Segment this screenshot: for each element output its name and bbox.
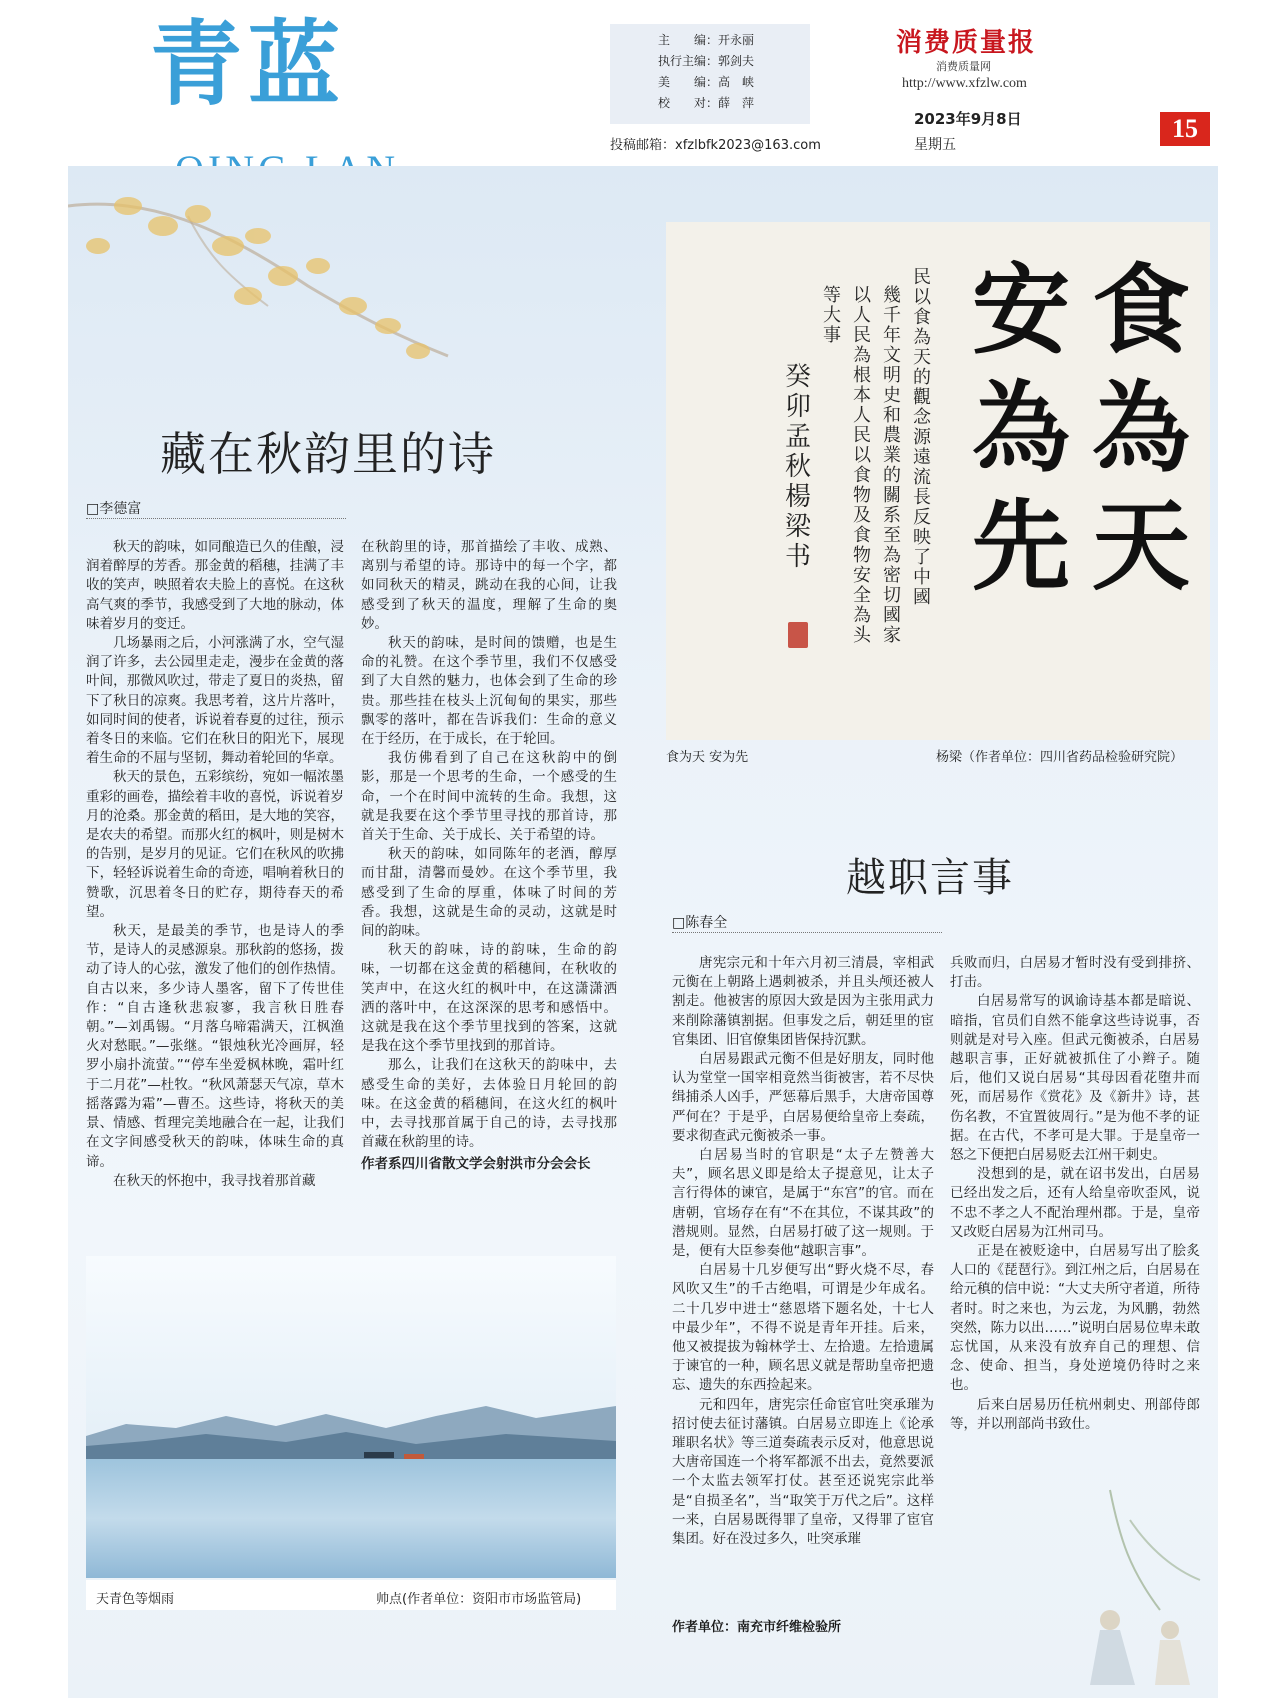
ginkgo-branch-illustration [68,166,488,426]
issue-date: 2023年9月8日 [914,110,1022,128]
article1-paragraph: 那么，让我们在这秋天的韵味中，去感受生命的美好，去体验日月轮回的韵味。在这金黄的稻穗间，在这火红的枫叶中，去寻找那首属于自己的诗，去寻找那首藏在秋韵里的诗。 [361,1057,617,1151]
staff-exec-editor: 执行主编：郭剑夫 [658,54,755,68]
article2-column-1 [672,954,934,1606]
article1-paragraph: 在秋韵里的诗，那首描绘了丰收、成熟、离别与希望的诗。那诗中的每一个字，都如同秋天的精灵，跳动在我的心间，让我感受到了秋天的温度，理解了生命的奥妙。 [361,539,617,632]
article1-author-note: 作者系四川省散文学会射洪市分会会长 [361,1155,591,1172]
scholar-illustration [960,1480,1210,1690]
article2-paragraph: 正是在被贬途中，白居易写出了脍炙人口的《琵琶行》。到江州之后，白居易在给元稹的信中说：“大丈夫所守者道，所待者时。时之来也，为云龙，为风鹏，勃然突然，陈力以出……”说明白居易位卑未敢忘忧国，从来没有放弃自己的理想、信念、使命、担当，身处逆境仍待时之来也。 [950,1243,1200,1394]
article1-paragraph: 秋天，是最美的季节，也是诗人的季节，是诗人的灵感源泉。那秋韵的悠扬，拨动了诗人的心弦，激发了他们的创作热情。自古以来，多少诗人墨客，留下了传世佳作：“自古逢秋悲寂寥，我言秋日胜春朝。”—刘禹锡。“月落乌啼霜满天，江枫渔火对愁眠。”—张继。“银烛秋光冷画屏，轻罗小扇扑流萤。”“停车坐爱枫林晚，霜叶红于二月花”—杜牧。“秋风萧瑟天气凉，草木摇落露为霜”—曹丕。这些诗，将秋天的美景、情感、哲理完美地融合在一起，让我们在文字间感受秋天的韵味，体味生命的真谛。 [86,923,344,1170]
calligraphy-big-column-1: 食為天 [1091,253,1190,604]
calligraphy-inscription-3: 以人民為根本人民以食物及食物安全為头 [853,285,871,646]
article2-paragraph: 白居易当时的官职是“太子左赞善大夫”，顾名思义即是给太子提意见，让太子言行得体的谏官，是属于“东宫”的官。而在唐朝，官场存在有“不在其位，不谋其政”的潜规则。显然，白居易打破了这一规则。于是，便有大臣参奏他“越职言事”。 [672,1147,934,1260]
article1-paragraph: 秋天的韵味，如同陈年的老酒，醇厚而甘甜，清馨而曼妙。在这个季节里，我感受到了生命的厚重，体味了时间的芳香。我想，这就是生命的灵动，这就是时间的韵味。 [361,846,617,940]
article2-paragraph: 元和四年，唐宪宗任命宦官吐突承璀为招讨使去征讨藩镇。白居易立即连上《论承璀职名状》等三道奏疏表示反对，他意思说大唐帝国连一个将军都派不出去，竟然要派一个太监去领军打仗。甚至还说宪宗此举是“自损圣名”，当“取笑于万代之后”。这样一来，白居易既得罪了皇帝，又得罪了宦官集团。好在没过多久，吐突承璀 [672,1396,934,1548]
staff-chief-editor: 主 编：开永丽 [658,33,755,47]
article2-author-note: 作者单位：南充市纤维检验所 [672,1620,842,1635]
calligraphy-caption: 食为天 安为先 [666,750,749,765]
issue-weekday: 星期五 [914,137,956,153]
calligraphy-artwork [666,222,1210,740]
article2-title: 越职言事 [846,855,1014,901]
article2-paragraph: 白居易跟武元衡不但是好朋友，同时他认为堂堂一国宰相竟然当街被害，若不尽快缉捕杀人凶手，严惩幕后黑手，大唐帝国尊严何在？于是乎，白居易便给皇帝上奏疏，要求彻查武元衡被杀一事。 [672,1051,934,1144]
article1-byline: □李德富 [86,501,142,517]
calligraphy-big-column-2: 安為先 [971,253,1070,604]
article2-paragraph: 后来白居易历任杭州刺史、刑部侍郎等，并以刑部尚书致仕。 [950,1396,1200,1432]
article1-paragraph: 秋天的韵味，是时间的馈赠，也是生命的礼赞。在这个季节里，我们不仅感受到了大自然的魅力，也体会到了生命的珍贵。那些挂在枝头上沉甸甸的果实，那些飘零的落叶，都在告诉我们：生命的意义在于经历，在于成长，在于轮回。 [361,635,617,748]
page-number-badge: 15 [1160,112,1210,146]
calligraphy-inscription-1: 民以食為天的觀念源遠流長反映了中國 [913,267,931,608]
article1-paragraph: 在秋天的怀抱中，我寻找着那首藏 [113,1172,316,1189]
article1-column-1 [86,538,344,1248]
staff-art-editor: 美 编：高 峡 [658,75,755,89]
article2-byline: □陈春全 [672,915,728,931]
calligraphy-inscription-4: 等大事 [823,285,841,346]
article1-column-2 [361,538,617,1248]
photo-credit: 帅点(作者单位：资阳市市场监管局) [376,1592,582,1607]
article2-paragraph: 白居易十几岁便写出“野火烧不尽，春风吹又生”的千古绝唱，可谓是少年成名。二十几岁中进士“慈恩塔下题名处，十七人中最少年”，不得不说是青年开挂。后来，他又被提拔为翰林学士、左拾遗。左拾遗属于谏官的一种，顾名思义就是帮助皇帝把遗忘、遗失的东西捡起来。 [672,1262,934,1394]
photo-caption: 天青色等烟雨 [96,1592,175,1607]
article1-paragraph: 秋天的景色，五彩缤纷，宛如一幅浓墨重彩的画卷，描绘着丰收的喜悦，诉说着岁月的沧桑。那金黄的稻田，是大地的笑容，是农夫的希望。而那火红的枫叶，则是树木的告别，是岁月的见证。它们在秋风的吹拂下，轻轻诉说着生命的奇迹，唱响着秋日的赞歌，沉思着冬日的贮存，期待春天的希望。 [86,769,344,920]
article2-paragraph: 没想到的是，就在诏书发出，白居易已经出发之后，还有人给皇帝吹歪风，说不忠不孝之人不配治理州郡。于是，皇帝又改贬白居易为江州司马。 [950,1166,1200,1240]
article1-title: 藏在秋韵里的诗 [160,427,496,481]
article1-paragraph: 几场暴雨之后，小河涨满了水，空气湿润了许多，去公园里走走，漫步在金黄的落叶间，那微风吹过，带走了夏日的炎热，留下了秋日的凉爽。我思考着，这片片落叶，如同时间的使者，诉说着春夏的过往，预示着冬日的来临。它们在秋日的阳光下，展现着生命的不屈与坚韧，舞动着轮回的华章。 [86,635,344,767]
article1-paragraph: 我仿佛看到了自己在这秋韵中的倒影，那是一个思考的生命，一个感受的生命，一个在时间中流转的生命。我想，这就是我要在这个季节里寻找的那首诗，那首关于生命、关于成长、关于希望的诗。 [361,750,617,844]
lake-photo-image [86,1256,616,1578]
calligraphy-seal [788,622,808,648]
site-name: 消费质量网 [936,60,991,73]
calligraphy-signature: 癸卯孟秋楊梁书 [784,362,811,572]
calligraphy-inscription-2: 幾千年文明史和農業的關系至為密切國家 [883,285,901,646]
article1-paragraph: 秋天的韵味，诗的韵味，生命的韵味，一切都在这金黄的稻穗间，在秋收的笑声中，在这火红的枫叶中，在这潇潇洒洒的落叶中，在这深深的思考和感悟中。这就是我在这个季节里找到的答案，这就是我在这个季节里找到的那首诗。 [361,942,617,1055]
section-logo: 青蓝 [150,10,347,118]
article2-paragraph: 兵败而归，白居易才暂时没有受到排挤、打击。 [950,955,1200,991]
newspaper-name: 消费质量报 [896,28,1037,58]
lake-photo [86,1256,616,1578]
article2-paragraph: 唐宪宗元和十年六月初三清晨，宰相武元衡在上朝路上遇刺被杀，并且头颅还被人割走。他被害的原因大致是因为主张用武力来削除藩镇割据。但事发之后，朝廷里的宦官集团、旧官僚集团皆保持沉默。 [672,955,934,1048]
article2-paragraph: 白居易常写的讽谕诗基本都是暗说、暗指，官员们自然不能拿这些诗说事，否则就是对号入座。但武元衡被杀，白居易越职言事，正好就被抓住了小辫子。随后，他们又说白居易“其母因看花堕井而死，而居易作《赏花》及《新井》诗，甚伤名教，不宜置彼周行。”是为他不孝的证据。在古代，不孝可是大罪。于是皇帝一怒之下便把白居易贬去江州干刺史。 [950,993,1200,1164]
site-url-link[interactable]: http://www.xfzlw.com [902,76,1027,91]
calligraphy-credit: 杨梁（作者单位：四川省药品检验研究院） [936,750,1184,765]
staff-proofreader: 校 对：薛 萍 [658,96,755,110]
article1-paragraph: 秋天的韵味，如同酿造已久的佳酿，浸润着醉厚的芳香。那金黄的稻穗，挂满了丰收的笑声，映照着农夫脸上的喜悦。在这秋高气爽的季节，我感受到了大地的脉动，体味着岁月的变迁。 [86,539,344,632]
editorial-staff-box [610,24,810,124]
submission-email[interactable]: 投稿邮箱：xfzlbfk2023@163.com [610,138,821,153]
article2-divider [672,932,942,933]
article1-divider [86,518,346,519]
